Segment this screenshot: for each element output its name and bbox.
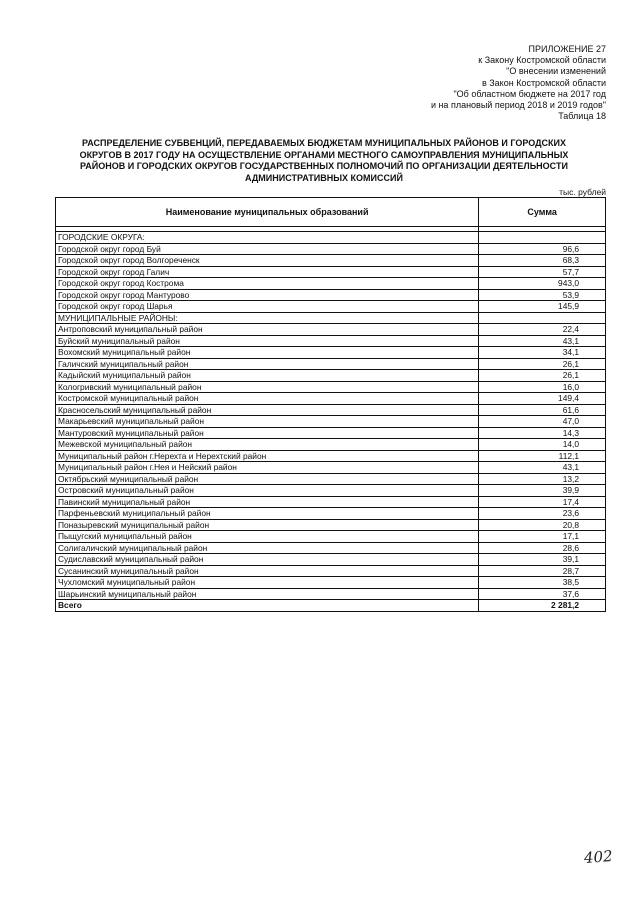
table-row bbox=[56, 243, 606, 255]
sum-cell: 39,1 bbox=[479, 554, 606, 566]
municipality-name-cell: Солигаличский муниципальный район bbox=[56, 542, 479, 554]
municipality-name-cell: Городской округ город Кострома bbox=[56, 278, 479, 290]
sum-cell: 23,6 bbox=[479, 508, 606, 520]
sum-cell: 39,9 bbox=[479, 485, 606, 497]
sum-cell: 38,5 bbox=[479, 577, 606, 589]
table-body bbox=[56, 227, 606, 612]
table-row bbox=[56, 450, 606, 462]
table-row bbox=[56, 519, 606, 531]
header-line: и на плановый период 2018 и 2019 годов" bbox=[430, 100, 606, 111]
table-row bbox=[56, 404, 606, 416]
table-row bbox=[56, 347, 606, 359]
municipality-name-cell: Сусанинский муниципальный район bbox=[56, 565, 479, 577]
sum-cell: 61,6 bbox=[479, 404, 606, 416]
municipality-name-cell: Шарьинский муниципальный район bbox=[56, 588, 479, 600]
sum-cell: 17,1 bbox=[479, 531, 606, 543]
municipality-name-cell: Костромской муниципальный район bbox=[56, 393, 479, 405]
table-header-row bbox=[56, 198, 606, 227]
sum-cell: 149,4 bbox=[479, 393, 606, 405]
municipality-name-cell: Муниципальный район г.Нея и Нейский район bbox=[56, 462, 479, 474]
sum-cell: 13,2 bbox=[479, 473, 606, 485]
municipality-name-cell: Пыщугский муниципальный район bbox=[56, 531, 479, 543]
sum-cell: 47,0 bbox=[479, 416, 606, 428]
title-line: ОКРУГОВ В 2017 ГОДУ НА ОСУЩЕСТВЛЕНИЕ ОРГАНАМИ МЕСТНОГО САМОУПРАВЛЕНИЯ МУНИЦИПАЛЬНЫХ bbox=[79, 149, 569, 160]
table-row bbox=[56, 393, 606, 405]
document-header bbox=[346, 44, 606, 122]
sum-cell: 112,1 bbox=[479, 450, 606, 462]
table-row bbox=[56, 496, 606, 508]
total-label-cell: Всего bbox=[56, 600, 479, 612]
header-line: к Закону Костромской области bbox=[478, 55, 606, 66]
municipality-name-cell: Поназыревский муниципальный район bbox=[56, 519, 479, 531]
table-row bbox=[56, 554, 606, 566]
sum-cell: 53,9 bbox=[479, 289, 606, 301]
table-row bbox=[56, 289, 606, 301]
municipality-name-cell: Чухломский муниципальный район bbox=[56, 577, 479, 589]
municipality-name-cell: Мантуровский муниципальный район bbox=[56, 427, 479, 439]
municipality-name-cell: Муниципальный район г.Нерехта и Нерехтский район bbox=[56, 450, 479, 462]
column-header-sum: Сумма bbox=[479, 198, 606, 227]
table-row bbox=[56, 312, 606, 324]
municipality-name-cell: МУНИЦИПАЛЬНЫЕ РАЙОНЫ: bbox=[56, 312, 479, 324]
municipality-name-cell: Парфеньевский муниципальный район bbox=[56, 508, 479, 520]
header-line: "О внесении изменений bbox=[506, 66, 606, 77]
municipality-name-cell: Вохомский муниципальный район bbox=[56, 347, 479, 359]
municipality-name-cell: Островский муниципальный район bbox=[56, 485, 479, 497]
table-row bbox=[56, 255, 606, 267]
table-row bbox=[56, 565, 606, 577]
sum-cell: 28,7 bbox=[479, 565, 606, 577]
municipality-name-cell: Павинский муниципальный район bbox=[56, 496, 479, 508]
sum-cell: 17,4 bbox=[479, 496, 606, 508]
municipality-name-cell: Городской округ город Галич bbox=[56, 266, 479, 278]
sum-cell: 57,7 bbox=[479, 266, 606, 278]
sum-cell: 145,9 bbox=[479, 301, 606, 313]
municipality-name-cell: Красносельский муниципальный район bbox=[56, 404, 479, 416]
header-line: "Об областном бюджете на 2017 год bbox=[453, 88, 606, 99]
sum-cell: 26,1 bbox=[479, 358, 606, 370]
municipality-name-cell: Судиславский муниципальный район bbox=[56, 554, 479, 566]
sum-cell: 943,0 bbox=[479, 278, 606, 290]
municipality-name-cell: ГОРОДСКИЕ ОКРУГА: bbox=[56, 232, 479, 244]
total-sum-cell: 2 281,2 bbox=[479, 600, 606, 612]
table-row bbox=[56, 278, 606, 290]
sum-cell: 43,1 bbox=[479, 335, 606, 347]
title-line: РАСПРЕДЕЛЕНИЕ СУБВЕНЦИЙ, ПЕРЕДАВАЕМЫХ БЮДЖЕТАМ МУНИЦИПАЛЬНЫХ РАЙОНОВ И ГОРОДСКИХ bbox=[82, 138, 566, 148]
municipality-name-cell: Кадыйский муниципальный район bbox=[56, 370, 479, 382]
table-row bbox=[56, 531, 606, 543]
table-row bbox=[56, 439, 606, 451]
municipality-name-cell: Октябрьский муниципальный район bbox=[56, 473, 479, 485]
table-row bbox=[56, 266, 606, 278]
municipality-name-cell: Кологривский муниципальный район bbox=[56, 381, 479, 393]
municipality-name-cell: Городской округ город Волгореченск bbox=[56, 255, 479, 267]
sum-cell: 14,3 bbox=[479, 427, 606, 439]
table-row bbox=[56, 542, 606, 554]
page-number: 402 bbox=[583, 847, 614, 867]
sum-cell bbox=[479, 312, 606, 324]
sum-cell: 22,4 bbox=[479, 324, 606, 336]
sum-cell: 34,1 bbox=[479, 347, 606, 359]
table-row bbox=[56, 588, 606, 600]
document-title bbox=[50, 138, 598, 184]
municipality-name-cell: Буйский муниципальный район bbox=[56, 335, 479, 347]
table-row bbox=[56, 335, 606, 347]
table-row bbox=[56, 358, 606, 370]
sum-cell bbox=[479, 232, 606, 244]
sum-cell: 26,1 bbox=[479, 370, 606, 382]
table-row bbox=[56, 324, 606, 336]
sum-cell: 43,1 bbox=[479, 462, 606, 474]
municipality-name-cell: Межевской муниципальный район bbox=[56, 439, 479, 451]
sum-cell: 14,0 bbox=[479, 439, 606, 451]
table-row bbox=[56, 381, 606, 393]
table-number: Таблица 18 bbox=[558, 111, 606, 122]
municipality-name-cell: Городской округ город Мантурово bbox=[56, 289, 479, 301]
total-row bbox=[56, 600, 606, 612]
sum-cell: 68,3 bbox=[479, 255, 606, 267]
table-row bbox=[56, 577, 606, 589]
title-line: РАЙОНОВ И ГОРОДСКИХ ОКРУГОВ ГОСУДАРСТВЕННЫХ ПОЛНОМОЧИЙ ПО ОРГАНИЗАЦИИ ДЕЯТЕЛЬНОСТИ bbox=[80, 161, 568, 171]
sum-cell: 16,0 bbox=[479, 381, 606, 393]
header-line: в Закон Костромской области bbox=[481, 77, 606, 88]
appendix-label: ПРИЛОЖЕНИЕ 27 bbox=[528, 44, 606, 54]
municipality-name-cell: Макарьевский муниципальный район bbox=[56, 416, 479, 428]
municipality-name-cell: Галичский муниципальный район bbox=[56, 358, 479, 370]
table-row bbox=[56, 232, 606, 244]
sum-cell: 20,8 bbox=[479, 519, 606, 531]
table-row bbox=[56, 301, 606, 313]
subsidy-table bbox=[55, 197, 606, 612]
table-row bbox=[56, 416, 606, 428]
column-header-name: Наименование муниципальных образований bbox=[56, 198, 479, 227]
sum-cell: 37,6 bbox=[479, 588, 606, 600]
units-label: тыс. рублей bbox=[559, 187, 606, 197]
title-line: АДМИНИСТРАТИВНЫХ КОМИССИЙ bbox=[245, 172, 403, 183]
table-row bbox=[56, 473, 606, 485]
table-row bbox=[56, 485, 606, 497]
sum-cell: 96,6 bbox=[479, 243, 606, 255]
table-row bbox=[56, 462, 606, 474]
municipality-name-cell: Городской округ город Буй bbox=[56, 243, 479, 255]
municipality-name-cell: Городской округ город Шарья bbox=[56, 301, 479, 313]
table-row bbox=[56, 508, 606, 520]
municipality-name-cell: Антроповский муниципальный район bbox=[56, 324, 479, 336]
table-row bbox=[56, 427, 606, 439]
table-row bbox=[56, 370, 606, 382]
sum-cell: 28,6 bbox=[479, 542, 606, 554]
